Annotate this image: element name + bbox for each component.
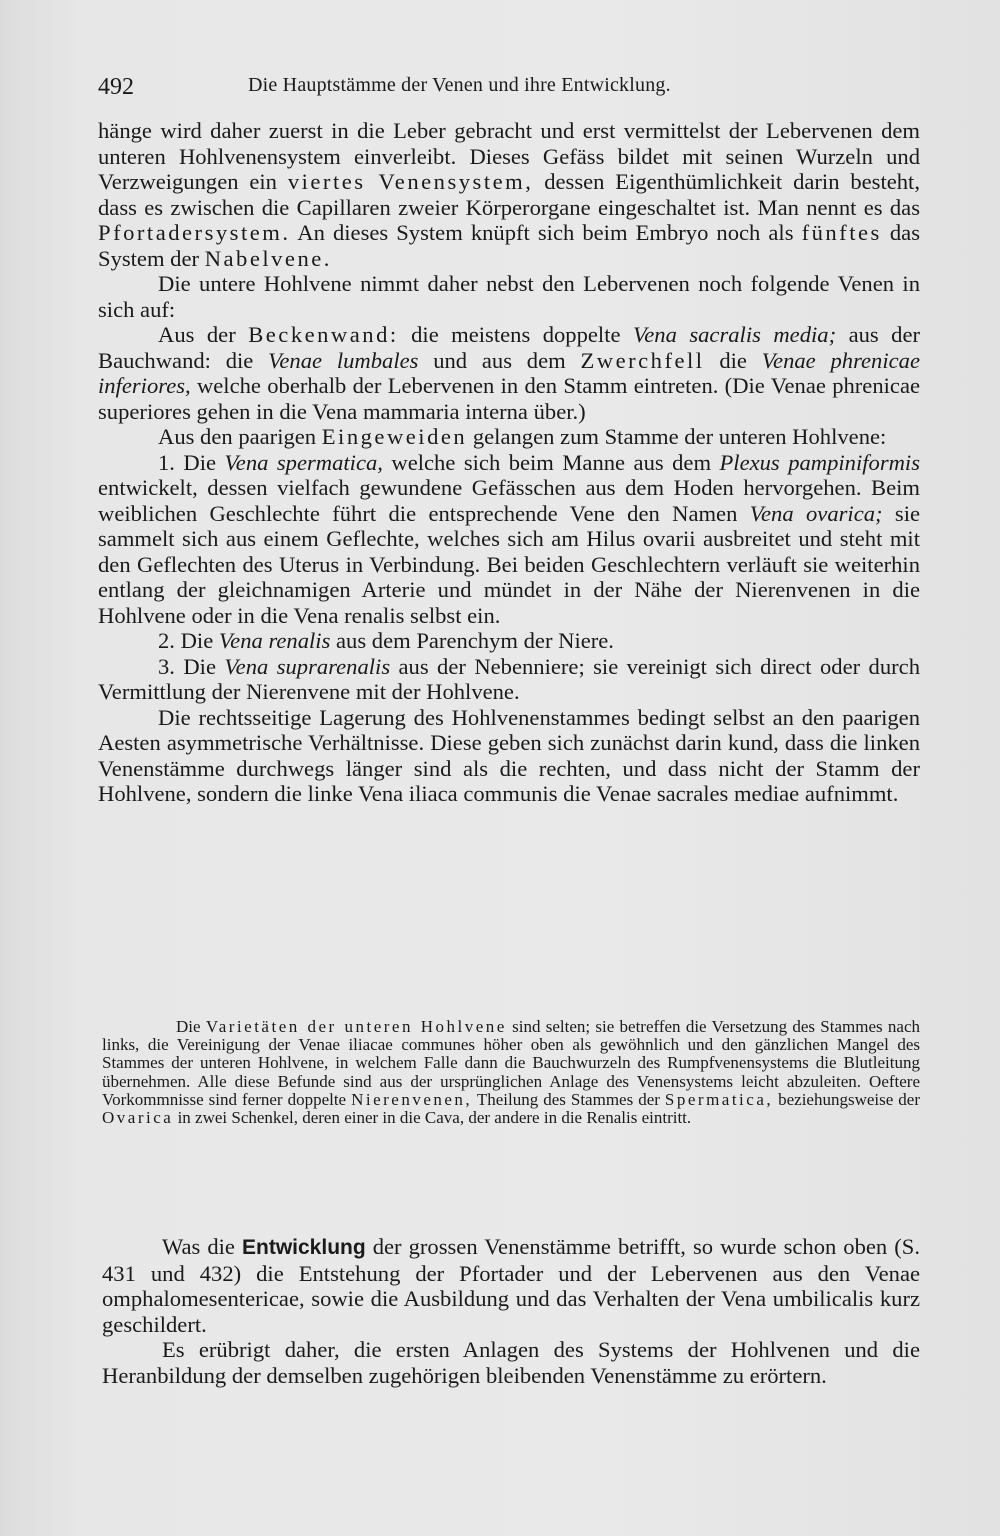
list-item xyxy=(98,450,920,629)
text-run: der grossen Venenstämme betrifft, so wurde schon oben (S. 431 und 432) die Entstehung der Pfortader und der Lebervenen aus den Venae omphalomesentericae, sowie die Ausbildung und das Verhalten der Vena umbilicalis kurz geschildert. xyxy=(102,1234,920,1337)
text-run: Aus den paarigen xyxy=(158,424,322,449)
text-run: beziehungsweise der xyxy=(773,1089,920,1109)
italic-term: Vena renalis xyxy=(218,628,331,653)
spaced-term: Varietäten der unteren Hohlvene xyxy=(205,1017,507,1036)
text-run: 1. Die xyxy=(158,449,225,475)
text-run: aus der Bauchwand: die xyxy=(98,322,920,373)
small-print-note xyxy=(102,1018,920,1127)
spaced-term: viertes Venensystem, xyxy=(287,169,534,194)
italic-term: Plexus pampiniformis xyxy=(719,449,920,475)
italic-term: Vena spermatica, xyxy=(224,449,383,475)
spaced-term: fünftes xyxy=(801,220,882,245)
text-run: welche oberhalb der Lebervenen in den Stamm eintreten. (Die Venae phrenicae superiores gehen in die Vena mammaria interna über.) xyxy=(98,373,920,424)
paragraph: Die untere Hohlvene nimmt daher nebst den Lebervenen noch folgende Venen in sich auf: xyxy=(98,271,920,322)
spaced-term: Ovarica xyxy=(102,1108,174,1128)
text-run: dessen Eigenthümlichkeit darin besteht, dass es zwischen die Capillaren zweier Körperorgane eingeschaltet ist. Man nennt es das xyxy=(98,169,920,220)
text-run: und aus dem xyxy=(418,347,581,373)
spaced-term: Nabelvene. xyxy=(204,245,332,271)
spaced-term: Beckenwand: xyxy=(248,322,399,347)
italic-term: Vena suprarenalis xyxy=(224,653,391,679)
text-run: sie sammelt sich aus einem Geflechte, welches sich am Hilus ovarii ausbreitet und steht mit den Geflechten des Uterus in Verbindung. Bei beiden Geschlechtern verläuft sie weiterhin entlang der gleichnamigen Arterie und mündet in der Nähe der Nierenvenen in die Hohlvene oder in die Vena renalis selbst ein. xyxy=(98,500,921,628)
spaced-term: Eingeweiden xyxy=(321,424,468,449)
italic-term: Venae lumbales xyxy=(268,347,419,373)
italic-term: Vena ovarica; xyxy=(749,500,883,526)
paragraph: Es erübrigt daher, die ersten Anlagen des Systems der Hohlvenen und die Heranbildung der demselben zugehörigen bleibenden Venenstämme zu erörtern. xyxy=(102,1337,920,1388)
page-number: 492 xyxy=(98,74,134,100)
list-item xyxy=(98,628,920,654)
lower-text xyxy=(102,1234,920,1388)
italic-term: Vena sacralis media; xyxy=(632,322,837,347)
text-run: die meistens doppelte xyxy=(398,322,633,347)
text-run: das System der xyxy=(98,220,920,271)
text-run: hänge wird daher zuerst in die Leber gebracht und erst vermittelst der Lebervenen dem unteren Hohlvenensystem einverleibt. Dieses Gefäss bildet mit seinen Wurzeln und Verzweigungen ein xyxy=(98,118,920,194)
text-run: aus dem Parenchym der Niere. xyxy=(330,628,614,653)
text-run: welche sich beim Manne aus dem xyxy=(382,449,720,475)
text-run: Theilung des Stammes der xyxy=(472,1089,665,1109)
main-text xyxy=(98,118,920,807)
spaced-term: Pfortadersystem. xyxy=(98,220,291,245)
bold-term: Entwicklung xyxy=(242,1236,366,1259)
text-run: aus der Nebenniere; sie vereinigt sich direct oder durch Vermittlung der Nierenvene mit der Hohlvene. xyxy=(98,653,920,704)
page-header xyxy=(98,70,918,100)
text-run: sind selten; sie betreffen die Versetzung des Stammes nach links, die Vereinigung der Venae iliacae communes höher oben als gewöhnlich und den gänzlichen Mangel des Stammes der unteren Hohlvene, in welchem Falle dann die Bauchwurzeln des Rumpfvenensystems die Blutleitung übernehmen. Alle diese Befunde sind aus der ursprünglichen Anlage des Venensystems leicht abzuleiten. Oeftere Vorkommnisse sind ferner doppelte xyxy=(102,1017,920,1109)
text-run: 2. Die xyxy=(158,628,219,653)
spaced-term: Spermatica, xyxy=(664,1089,774,1109)
paragraph: Die rechtsseitige Lagerung des Hohlvenenstammes bedingt selbst an den paarigen Aesten asymmetrische Verhältnisse. Diese geben sich zunächst darin kund, dass die linken Venenstämme durchwegs länger sind als die rechten, und dass nicht der Stamm der Hohlvene, sondern die linke Vena iliaca communis die Venae sacrales mediae aufnimmt. xyxy=(98,704,920,806)
text-run: Die xyxy=(176,1017,206,1036)
text-run: entwickelt, dessen vielfach gewundene Gefässchen aus dem Hoden hervorgehen. Beim weiblichen Geschlechte führt die entsprechende Vene den Namen xyxy=(98,475,920,526)
paragraph xyxy=(98,322,920,424)
paragraph xyxy=(98,118,920,271)
text-run: gelangen zum Stamme der unteren Hohlvene: xyxy=(467,424,887,449)
spaced-term: Zwerchfell xyxy=(580,347,705,373)
italic-term: Venae phrenicae inferiores, xyxy=(98,347,920,398)
running-title: Die Hauptstämme der Venen und ihre Entwicklung. xyxy=(248,74,671,96)
paragraph xyxy=(102,1234,920,1337)
text-run: An dieses System knüpft sich beim Embryo noch als xyxy=(290,220,802,245)
text-run: Was die xyxy=(162,1234,242,1259)
paragraph xyxy=(98,424,920,450)
spaced-term: Nierenvenen, xyxy=(351,1089,473,1109)
text-run: die xyxy=(704,347,762,373)
list-item xyxy=(98,654,920,705)
note-paragraph xyxy=(102,1018,920,1127)
text-run: in zwei Schenkel, deren einer in die Cava, der andere in die Renalis eintritt. xyxy=(173,1108,692,1128)
text-run: 3. Die xyxy=(158,653,225,679)
text-run: Aus der xyxy=(158,322,249,347)
